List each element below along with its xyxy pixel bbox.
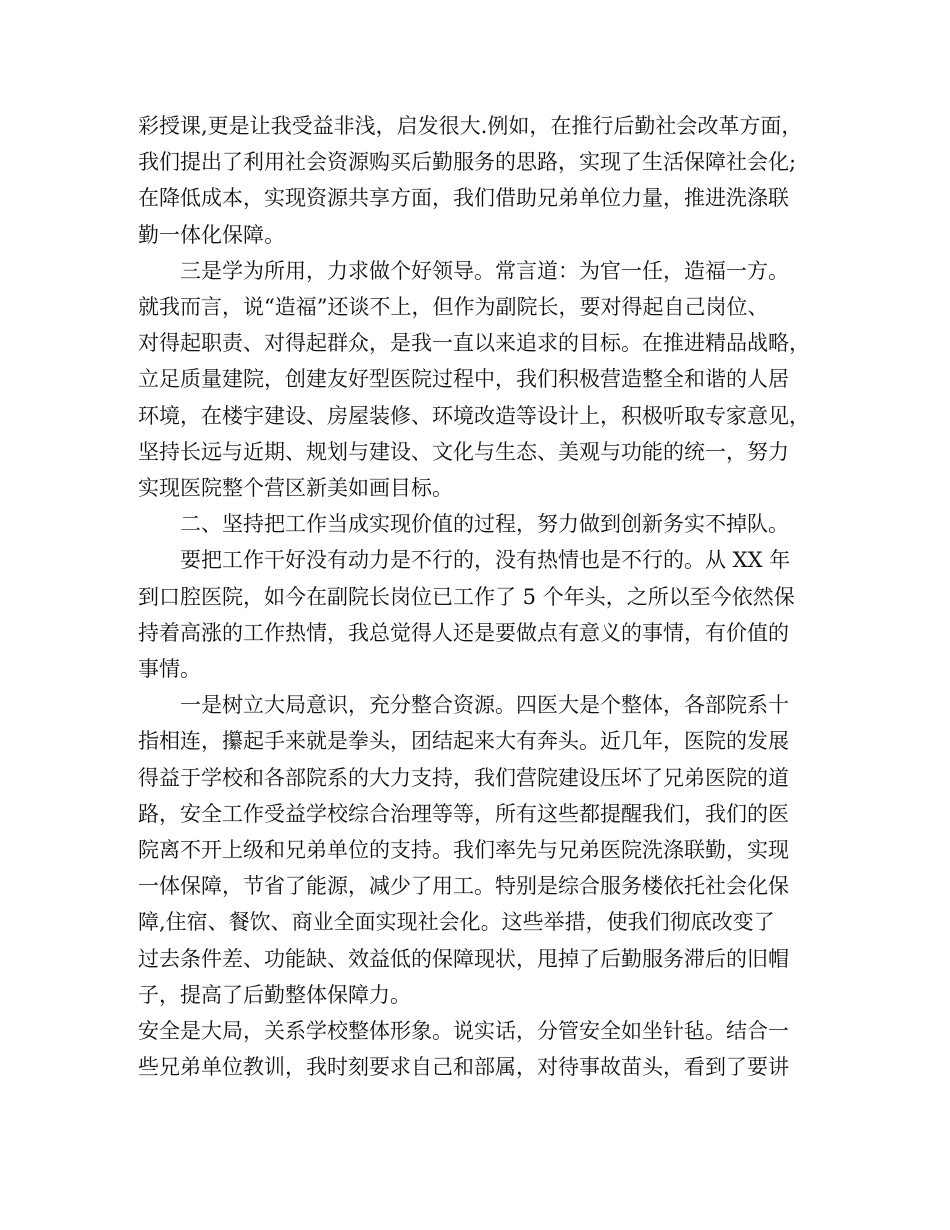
text-line: 院离不开上级和兄弟单位的支持。我们率先与兄弟医院洗涤联勤，实现 — [138, 838, 789, 863]
paragraph-1 — [138, 108, 828, 253]
text-line: 勤一体化保障。 — [138, 222, 285, 247]
text-line: 要把工作干好没有动力是不行的，没有热情也是不行的。从 XX 年 — [180, 548, 791, 573]
document-body — [138, 108, 828, 1085]
text-line: 事情。 — [138, 657, 201, 682]
text-line: 就我而言，说“造福”还谈不上，但作为副院长，要对得起自己岗位、 — [138, 295, 769, 320]
text-line: 一是树立大局意识，充分整合资源。四医大是个整体，各部院系十 — [180, 693, 789, 718]
text-line: 障,住宿、餐饮、商业全面实现社会化。这些举措，使我们彻底改变了 — [138, 910, 775, 935]
text-line: 过去条件差、功能缺、效益低的保障现状，甩掉了后勤服务滞后的旧帽 — [138, 946, 789, 971]
text-line: 得益于学校和各部院系的大力支持，我们营院建设压坏了兄弟医院的道 — [138, 765, 789, 790]
text-line: 我们提出了利用社会资源购买后勤服务的思路，实现了生活保障社会化; — [138, 150, 797, 175]
text-line: 指相连，攥起手来就是拳头，团结起来大有奔头。近几年，医院的发展 — [138, 729, 789, 754]
text-line: 到口腔医院，如今在副院长岗位已工作了 5 个年头，之所以至今依然保 — [138, 584, 795, 609]
paragraph-6 — [138, 1013, 828, 1085]
paragraph-3-heading — [138, 506, 828, 542]
text-line: 些兄弟单位教训，我时刻要求自己和部属，对待事故苗头，看到了要讲 — [138, 1055, 789, 1080]
text-line: 实现医院整个营区新美如画目标。 — [138, 476, 453, 501]
paragraph-2 — [138, 253, 828, 506]
text-line: 一体保障，节省了能源，减少了用工。特别是综合服务楼依托社会化保 — [138, 874, 789, 899]
text-line: 立足质量建院，创建友好型医院过程中，我们积极营造整全和谐的人居 — [138, 367, 789, 392]
text-line: 三是学为所用，力求做个好领导。常言道：为官一任，造福一方。 — [180, 258, 789, 283]
paragraph-5 — [138, 687, 828, 1013]
section-heading: 二、坚持把工作当成实现价值的过程，努力做到创新务实不掉队。 — [180, 512, 789, 537]
text-line: 在降低成本，实现资源共享方面，我们借助兄弟单位力量，推进洗涤联 — [138, 186, 789, 211]
text-line: 持着高涨的工作热情，我总觉得人还是要做点有意义的事情，有价值的 — [138, 620, 789, 645]
text-line: 彩授课,更是让我受益非浅，启发很大.例如，在推行后勤社会改革方面， — [138, 114, 803, 138]
text-line: 坚持长远与近期、规划与建设、文化与生态、美观与功能的统一，努力 — [138, 439, 789, 464]
text-line: 子，提高了后勤整体保障力。 — [138, 982, 411, 1007]
text-line: 路，安全工作受益学校综合治理等等，所有这些都提醒我们，我们的医 — [138, 801, 789, 826]
text-line: 环境，在楼宇建设、房屋装修、环境改造等设计上，积极听取专家意见， — [138, 403, 810, 428]
text-line: 对得起职责、对得起群众，是我一直以来追求的目标。在推进精品战略， — [138, 331, 810, 356]
text-line: 安全是大局，关系学校整体形象。说实话，分管安全如坐针毡。结合一 — [138, 1019, 789, 1044]
paragraph-4 — [138, 542, 828, 687]
